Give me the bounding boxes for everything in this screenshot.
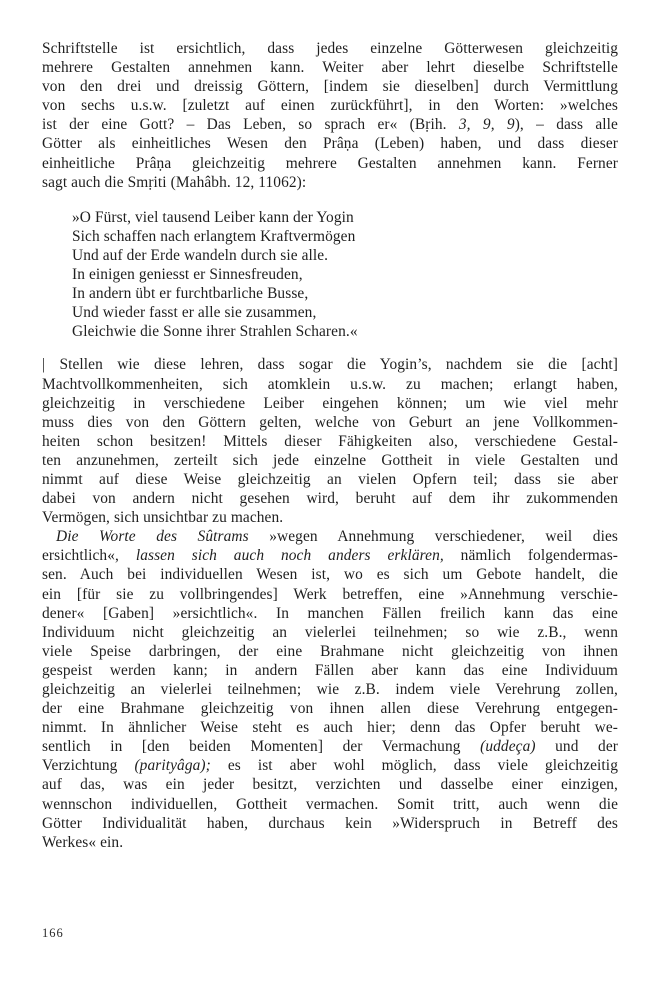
italic-text: (uddeça) [480, 738, 536, 756]
text-line: Werkes« ein. [42, 833, 124, 851]
text-line: einheitliche Prâṇa gleichzeitig mehrere Gestalten annehmen kann. Ferner [42, 154, 618, 172]
text-line: muss dies von den Göttern gelten, welche von Geburt an jene Vollkommen- [42, 413, 618, 431]
paragraph-2 [42, 355, 618, 527]
verse-line: »O Fürst, viel tausend Leiber kann der Yogin [72, 208, 354, 226]
italic-text: lassen sich auch noch anders erklären, [135, 547, 444, 565]
paragraph-3 [42, 527, 618, 852]
italic-text: 3, 9, 9 [458, 116, 515, 134]
text-line: Schriftstelle ist ersichtlich, dass jedes einzelne Götterwesen gleichzeitig [42, 40, 618, 57]
text-line: ein [für sie zu vollbringendes] Werk betreffen, eine »Annehmung verschie- [42, 585, 618, 603]
page-number: 166 [42, 926, 64, 940]
text-line: nimmt. In ähnlicher Weise steht es auch hier; denn das Opfer beruht we- [42, 719, 618, 737]
italic-text: Die Worte des Sûtrams [56, 528, 249, 546]
text-block [42, 39, 618, 852]
text-line: ist der eine Gott? – Das Leben, so sprach er« (Bṛih. 3, 9, 9), – dass alle [42, 116, 618, 134]
verse-line: In andern übt er furchtbarliche Busse, [72, 285, 309, 303]
verse-line: Sich schaffen nach erlangtem Kraftvermögen [72, 227, 356, 245]
text-line: | Stellen wie diese lehren, dass sogar die Yogin’s, nachdem sie die [acht] [42, 356, 618, 374]
paragraph-1 [42, 39, 618, 192]
text-line: von den drei und dreissig Göttern, [indem sie dieselben] durch Vermittlung [42, 78, 618, 96]
text-line: Machtvollkommenheiten, sich atomklein u.s.w. zu machen; erlangt haben, [42, 375, 618, 393]
text-line: dabei von andern nicht gesehen wird, beruht auf dem ihr zukommenden [42, 490, 618, 508]
verse-line: Und auf der Erde wandeln durch sie alle. [72, 246, 329, 264]
text-line: nimmt auf diese Weise gleichzeitig an vielen Opfern teil; dass sie aber [42, 470, 618, 488]
text-line: wennschon individuellen, Gottheit vermachen. Somit tritt, auch wenn die [42, 795, 618, 813]
italic-text: (parityâga); [134, 757, 211, 775]
text-line: gleichzeitig an vielerlei teilnehmen; wie z.B. indem viele Verehrung zollen, [42, 681, 618, 698]
text-line: viele Speise darbringen, der eine Brahmane nicht gleichzeitig von ihnen [42, 642, 618, 660]
verse-block [42, 208, 618, 342]
text-line: heiten schon besitzen! Mittels dieser Fähigkeiten also, verschiedene Gestal- [42, 432, 618, 450]
verse-line: In einigen geniesst er Sinnesfreuden, [72, 266, 303, 284]
text-line: ten anzunehmen, zerteilt sich jede einzelne Gottheit in viele Gestalten und [42, 451, 618, 469]
text-line: mehrere Gestalten annehmen kann. Weiter aber lehrt dieselbe Schriftstelle [42, 59, 618, 77]
verse-line: Gleichwie die Sonne ihrer Strahlen Scharen.« [72, 323, 358, 341]
text-line: ersichtlich«, lassen sich auch noch anders erklären, nämlich folgendermas- [42, 547, 619, 565]
verse-line: Und wieder fasst er alle sie zusammen, [72, 304, 317, 322]
text-line: Verzichtung (parityâga); es ist aber wohl möglich, dass viele gleichzeitig [42, 757, 618, 775]
text-line: Götter Individualität haben, durchaus kein »Widerspruch in Betreff des [42, 814, 618, 832]
text-line: Vermögen, sich unsichtbar zu machen. [42, 509, 284, 527]
text-line: sagt auch die Smṛiti (Mahâbh. 12, 11062): [42, 173, 307, 191]
text-line: Die Worte des Sûtrams »wegen Annehmung verschiedener, weil dies [56, 528, 618, 546]
text-line: der eine Brahmane gleichzeitig von ihnen allen diese Verehrung entgegen- [42, 700, 618, 718]
text-line: Götter als einheitliches Wesen den Prâṇa (Leben) haben, und dass dieser [42, 135, 618, 153]
text-line: gleichzeitig in verschiedene Leiber eingehen können; um wie viel mehr [42, 394, 618, 412]
text-line: von sechs u.s.w. [zuletzt auf einen zurückführt], in den Worten: »welches [42, 97, 618, 115]
text-line: Individuum nicht gleichzeitig an vielerlei teilnehmen; so wie z.B., wenn [42, 623, 618, 641]
text-line: dener« [Gaben] »ersichtlich«. In manchen Fällen freilich kann das eine [42, 604, 618, 622]
text-line: gespeist werden kann; in andern Fällen aber kann das eine Individuum [42, 661, 618, 679]
text-line: sen. Auch bei individuellen Wesen ist, wo es sich um Gebote handelt, die [42, 566, 618, 584]
text-line: sentlich in [den beiden Momenten] der Vermachung (uddeça) und der [42, 738, 618, 756]
text-line: auf das, was ein jeder besitzt, verzichten und dasselbe einer einzigen, [42, 776, 618, 794]
